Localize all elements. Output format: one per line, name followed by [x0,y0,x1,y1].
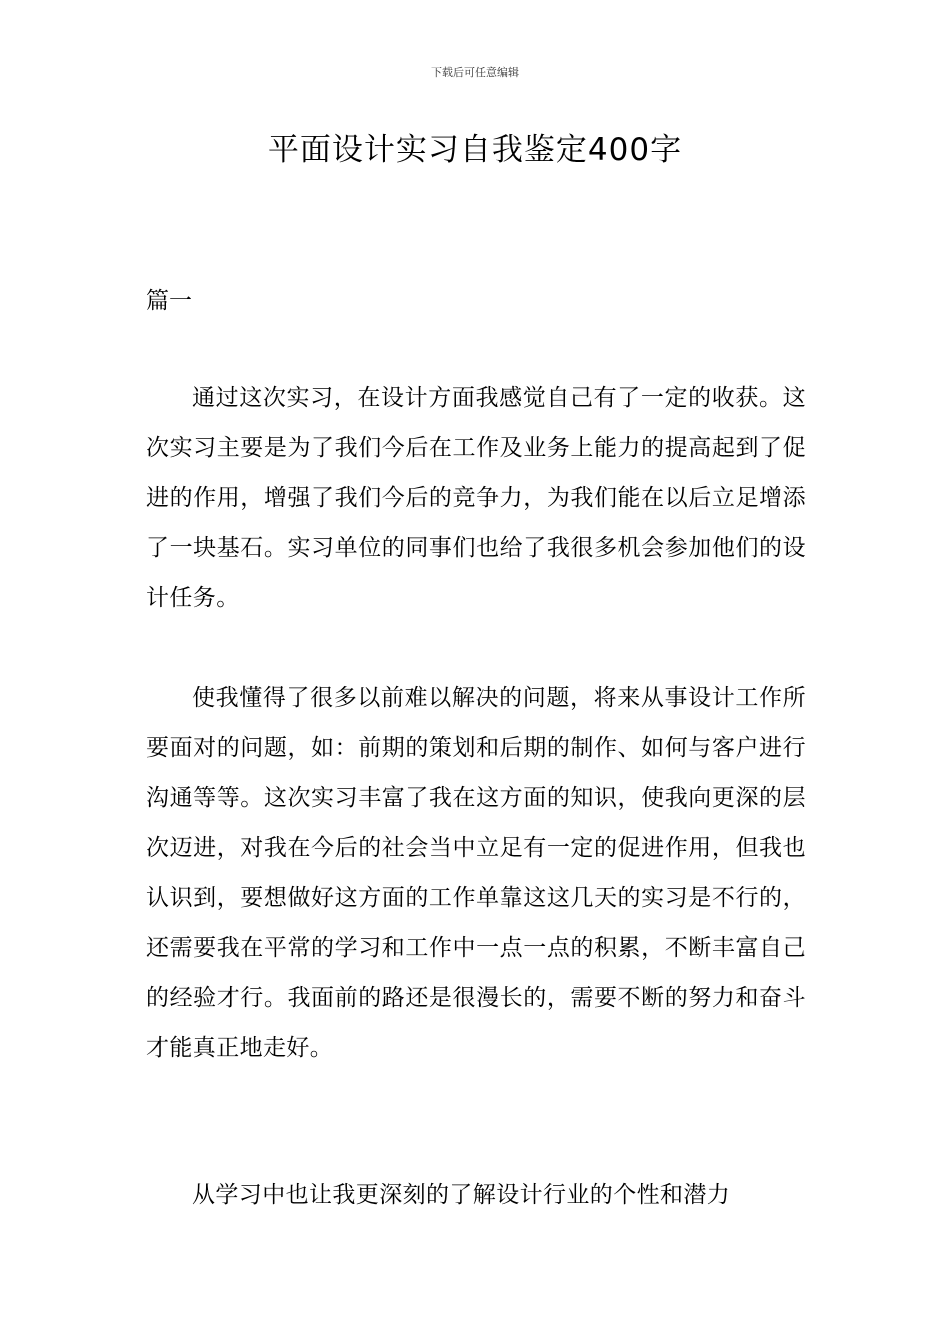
body-paragraph-1: 通过这次实习，在设计方面我感觉自己有了一定的收获。这次实习主要是为了我们今后在工作及业务上能力的提高起到了促进的作用，增强了我们今后的竞争力，为我们能在以后立足增添了一块基石。实习单位的同事们也给了我很多机会参加他们的设计任务。 [146,385,806,611]
body-paragraph-2: 使我懂得了很多以前难以解决的问题，将来从事设计工作所要面对的问题，如：前期的策划和后期的制作、如何与客户进行沟通等等。这次实习丰富了我在这方面的知识，使我向更深的层次迈进，对我在今后的社会当中立足有一定的促进作用，但我也认识到，要想做好这方面的工作单靠这这几天的实习是不行的，还需要我在平常的学习和工作中一点一点的积累，不断丰富自己的经验才行。我面前的路还是很漫长的，需要不断的努力和奋斗才能真正地走好。 [146,685,806,1061]
page-header-note: 下载后可任意编辑 [431,66,519,79]
body-paragraph-3: 从学习中也让我更深刻的了解设计行业的个性和潜力 [192,1182,731,1208]
document-title: 平面设计实习自我鉴定400字 [267,132,683,168]
section-label: 篇一 [146,288,192,314]
